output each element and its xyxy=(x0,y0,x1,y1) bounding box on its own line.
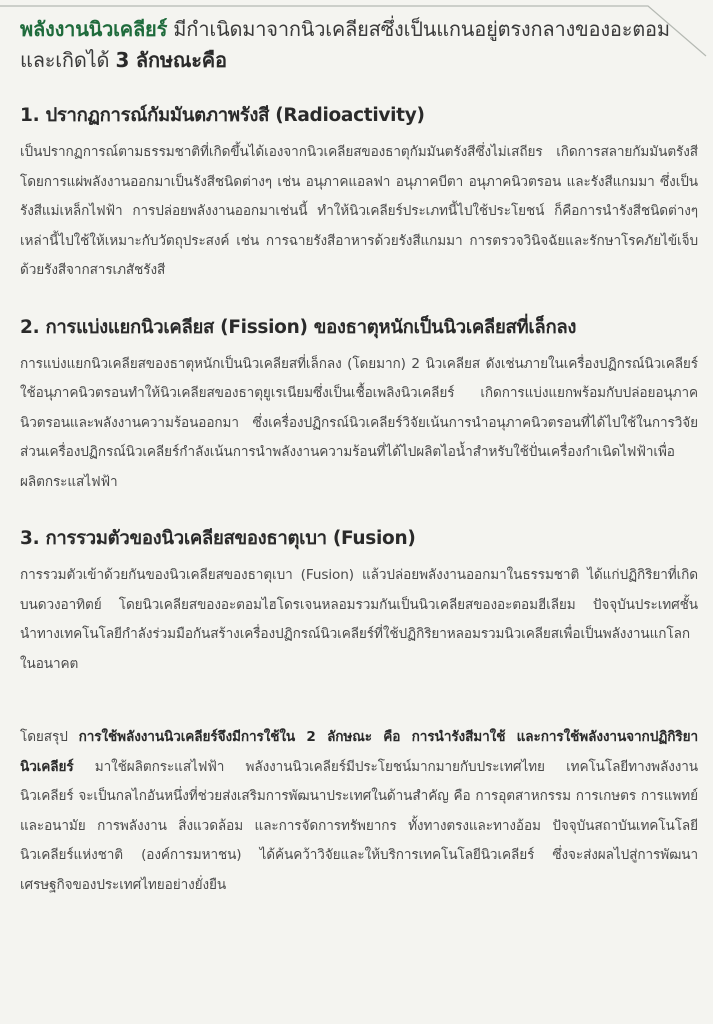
summary-paragraph xyxy=(20,723,698,900)
section-body: เป็นปรากฏการณ์ตามธรรมชาติที่เกิดขึ้นได้เองจากนิวเคลียสของธาตุกัมมันตรังสีซึ่งไม่เสถียร เกิดการสลายกัมมันตรังสีโดยการแผ่พลังงานออกมาเป็นรังสีชนิดต่างๆ เช่น อนุภาคแอลฟา อนุภาคบีตา อนุภาคนิวตรอน และรังสีแกมมา ซึ่งเป็นรังสีแม่เหล็กไฟฟ้า การปล่อยพลังงานออกมาเช่นนี้ ทำให้นิวเคลียร์ประเภทนี้ไปใช้ประโยชน์ ก็คือการนำรังสีชนิดต่างๆ เหล่านี้ไปใช้ให้เหมาะกับวัตถุประสงค์ เช่น การฉายรังสีอาหารด้วยรังสีแกมมา การตรวจวินิจฉัยและรักษาโรคภัยไข้เจ็บด้วยรังสีจากสารเภสัชรังสี xyxy=(20,144,698,278)
section-body: การแบ่งแยกนิวเคลียสของธาตุหนักเป็นนิวเคลียสที่เล็กลง (โดยมาก) 2 นิวเคลียส ดังเช่นภายในเครื่องปฏิกรณ์นิวเคลียร์ ใช้อนุภาคนิวตรอนทำให้นิวเคลียสของธาตุยูเรเนียมซึ่งเป็นเชื้อเพลิงนิวเคลียร์ เกิดการแบ่งแยกพร้อมกับปล่อยอนุภาคนิวตรอนและพลังงานความร้อนออกมา ซึ่งเครื่องปฏิกรณ์นิวเคลียร์วิจัยเน้นการนำอนุภาคนิวตรอนที่ได้ไปใช้ในการวิจัย ส่วนเครื่องปฏิกรณ์นิวเคลียร์กำลังเน้นการนำพลังงานความร้อนที่ได้ไปผลิตไอน้ำสำหรับใช้ปั่นเครื่องกำเนิดไฟฟ้าเพื่อผลิตกระแสไฟฟ้า xyxy=(20,355,698,490)
section-fission xyxy=(20,314,698,498)
section-radioactivity xyxy=(20,102,698,286)
document-page xyxy=(20,14,698,914)
section-title: 3. การรวมตัวของนิวเคลียสของธาตุเบา (Fusion) xyxy=(20,528,416,549)
section-body: การรวมตัวเข้าด้วยกันของนิวเคลียสของธาตุเบา (Fusion) แล้วปล่อยพลังงานออกมาในธรรมชาติ ได้แก่ปฏิกิริยาที่เกิดบนดวงอาทิตย์ โดยนิวเคลียสของอะตอมไฮโดรเจนหลอมรวมกันเป็นนิวเคลียสของอะตอมฮีเลียม ปัจจุบันประเทศชั้นนำทางเทคโนโลยีกำลังร่วมมือกันสร้างเครื่องปฏิกรณ์นิวเคลียร์ที่ใช้ปฏิกิริยาหลอมรวมนิวเคลียสเพื่อเป็นพลังงานแกโลกในอนาคต xyxy=(20,567,698,672)
intro-highlight: พลังงานนิวเคลียร์ xyxy=(20,17,168,41)
intro-bold: 3 ลักษณะคือ xyxy=(115,48,227,72)
summary-bold: การใช้พลังงานนิวเคลียร์จึงมีการใช้ใน 2 ลักษณะ คือ การนำรังสีมาใช้ และการใช้พลังงานจากปฏิกิริยานิวเคลียร์ xyxy=(20,729,698,775)
section-fusion xyxy=(20,525,698,679)
summary-lead: โดยสรุป xyxy=(20,729,79,745)
intro-text: มีกำเนิดมาจากนิวเคลียสซึ่งเป็นแกนอยู่ตรงกลางของอะตอม และเกิดได้ xyxy=(20,17,670,72)
section-title: 2. การแบ่งแยกนิวเคลียส (Fission) ของธาตุหนักเป็นนิวเคลียสที่เล็กลง xyxy=(20,316,577,338)
section-title: 1. ปรากฏการณ์กัมมันตภาพรังสี (Radioactivity) xyxy=(20,105,425,126)
intro-paragraph xyxy=(20,14,698,76)
summary-rest: มาใช้ผลิตกระแสไฟฟ้า พลังงานนิวเคลียร์มีประโยชน์มากมายกับประเทศไทย เทคโนโลยีทางพลังงานนิวเคลียร์ จะเป็นกลไกอันหนึ่งที่ช่วยส่งเสริมการพัฒนาประเทศในด้านสำคัญ คือ การอุตสาหกรรม การเกษตร การแพทย์และอนามัย การพลังงาน สิ่งแวดล้อม และการจัดการทรัพยากร ทั้งทางตรงและทางอ้อม ปัจจุบันสถาบันเทคโนโลยีนิวเคลียร์แห่งชาติ (องค์การมหาชน) ได้ค้นคว้าวิจัยและให้บริการเทคโนโลยีนิวเคลียร์ ซึ่งจะส่งผลไปสู่การพัฒนาเศรษฐกิจของประเทศไทยอย่างยั่งยืน xyxy=(20,758,698,893)
